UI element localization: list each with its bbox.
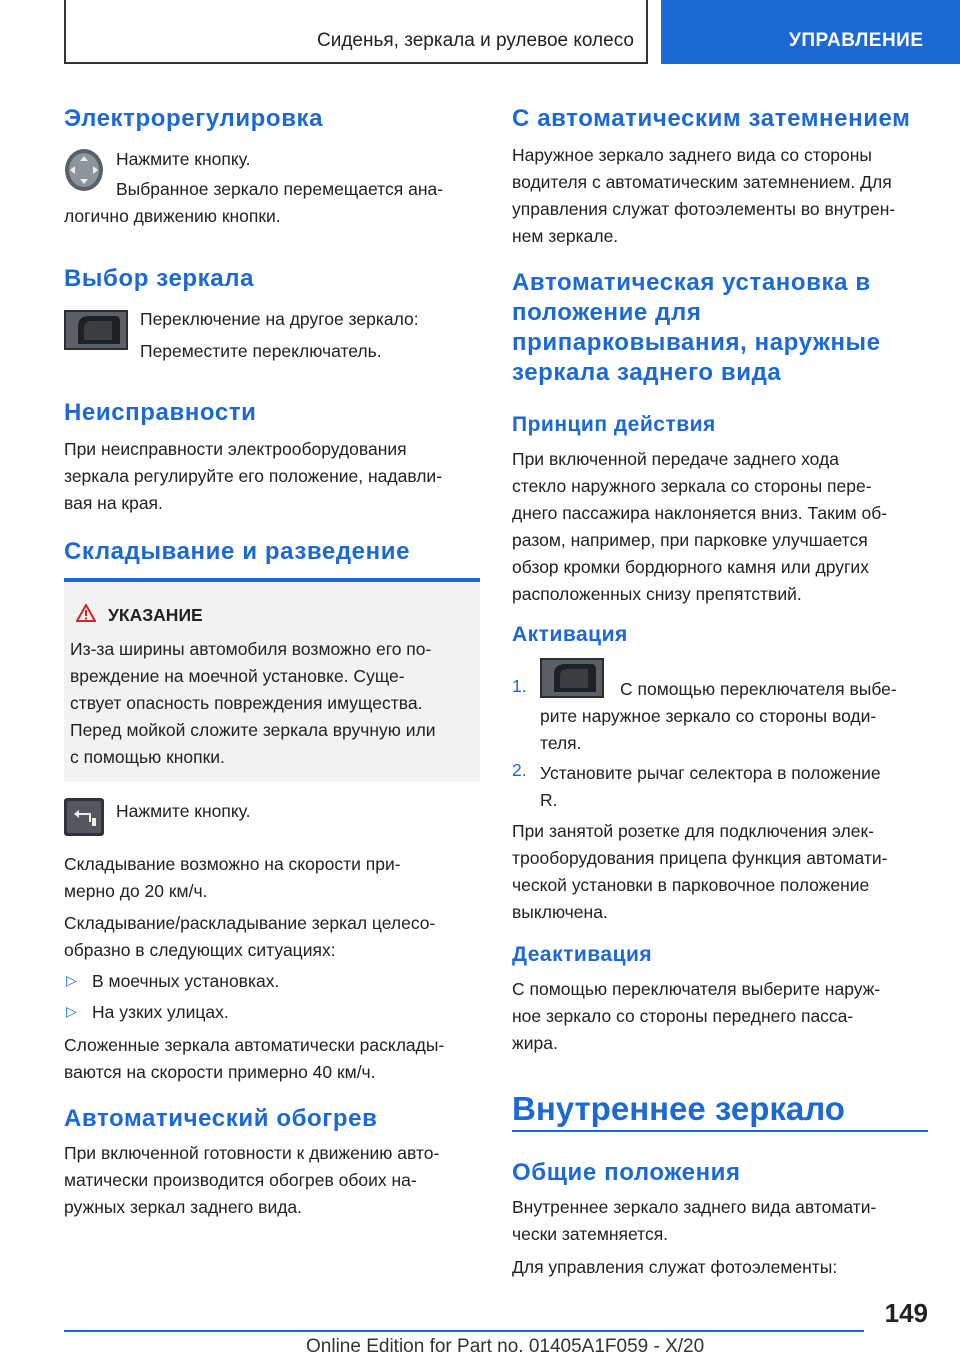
footer-edition: Online Edition for Part no. 01405A1F059 - X/20 (306, 1336, 705, 1357)
text-deact-3: жира. (512, 1033, 558, 1053)
mirror-adjust-button-icon (64, 148, 104, 192)
text-deact-1: С помощью переключателя выберите наруж- (512, 979, 881, 999)
header-chapter-tab (661, 0, 960, 64)
text-fold-use-2: образно в следующих ситуациях: (64, 940, 336, 960)
text-principle-1: При включенной передаче заднего хода (512, 449, 839, 469)
footer-rule (64, 1330, 864, 1332)
warning-line-5: с помощью кнопки. (70, 747, 225, 767)
warning-triangle-icon (76, 604, 96, 622)
step-1-line-b: рите наружное зеркало со стороны води- (540, 706, 877, 726)
warning-label: УКАЗАНИЕ (108, 605, 203, 625)
heading-principle: Принцип действия (512, 413, 716, 436)
heading-mirror-select: Выбор зеркала (64, 265, 255, 292)
text-fold-use-1: Складывание/раскладывание зеркал целесо- (64, 913, 436, 933)
text-fault-line-2: зеркала регулируйте его положение, надавли- (64, 466, 443, 486)
warning-line-1: Из-за ширины автомобиля возможно его по- (70, 639, 432, 659)
bullet-icon: ▷ (66, 1003, 77, 1019)
text-general-2: чески затемняется. (512, 1224, 669, 1244)
warning-line-4: Перед мойкой сложите зеркала вручную или (70, 720, 436, 740)
text-dim-line-2: водителя с автоматическим затемнением. Для (512, 172, 892, 192)
text-dim-line-1: Наружное зеркало заднего вида со стороны (512, 145, 873, 165)
text-mirror-moves-b: логично движению кнопки. (64, 206, 281, 226)
heading-activation: Активация (512, 623, 628, 646)
step-1-line-a: С помощью переключателя выбе- (620, 679, 897, 699)
heading-fold: Складывание и разведение (64, 538, 411, 565)
text-general-1: Внутреннее зеркало заднего вида автомати- (512, 1197, 877, 1217)
text-fold-speed-2: мерно до 20 км/ч. (64, 881, 208, 901)
text-fold-speed-1: Складывание возможно на скорости при- (64, 854, 401, 874)
section-rule (512, 1130, 928, 1132)
heading-parking-tilt-4: зеркала заднего вида (512, 359, 782, 386)
heading-deactivation: Деактивация (512, 943, 653, 966)
header-section-title: Сиденья, зеркала и рулевое колесо (317, 30, 634, 51)
text-dim-line-3: управления служат фотоэлементы во внутрен- (512, 199, 896, 219)
header-section-box (64, 0, 648, 64)
text-press-button: Нажмите кнопку. (116, 149, 251, 169)
heading-electric-adjust: Электрорегулировка (64, 105, 324, 132)
step-1-line-c: теля. (540, 733, 582, 753)
text-heat-line-1: При включенной готовности к движению авто- (64, 1143, 440, 1163)
text-trailer-1: При занятой розетке для подключения элек- (512, 821, 874, 841)
text-switch-mirror: Переключение на другое зеркало: (140, 309, 419, 329)
text-trailer-3: ческой установки в парковочное положение (512, 875, 870, 895)
text-fault-line-3: вая на края. (64, 493, 163, 513)
warning-box (64, 582, 480, 782)
text-mirror-moves-a: Выбранное зеркало перемещается ана- (116, 179, 444, 199)
text-principle-3: днего пассажира наклоняется вниз. Таким об- (512, 503, 888, 523)
heading-parking-tilt-3: припарковывания, наружные (512, 329, 881, 356)
heading-parking-tilt-2: положение для (512, 299, 702, 326)
text-trailer-2: трооборудования прицепа функция автомати- (512, 848, 888, 868)
heading-faults: Неисправности (64, 399, 257, 426)
heading-auto-heating: Автоматический обогрев (64, 1105, 378, 1132)
text-heat-line-2: матически производится обогрев обоих на- (64, 1170, 417, 1190)
mirror-selector-switch-icon (540, 658, 604, 698)
text-principle-5: обзор кромки бордюрного камня или других (512, 557, 869, 577)
heading-inner-mirror: Внутреннее зеркало (512, 1090, 845, 1127)
text-dim-line-4: нем зеркале. (512, 226, 619, 246)
heading-auto-dimming: С автоматическим затемнением (512, 105, 911, 132)
text-fault-line-1: При неисправности электрооборудования (64, 439, 407, 459)
text-principle-6: расположенных снизу препятствий. (512, 584, 802, 604)
step-2-line-b: R. (540, 790, 558, 810)
text-deact-2: ное зеркало со стороны переднего пасса- (512, 1006, 854, 1026)
text-auto-unfold-1: Сложенные зеркала автоматически расклады- (64, 1035, 445, 1055)
text-heat-line-3: ружных зеркал заднего вида. (64, 1197, 303, 1217)
header-chapter-title: УПРАВЛЕНИЕ (789, 30, 924, 51)
warning-line-3: ствует опасность повреждения имущества. (70, 693, 423, 713)
heading-parking-tilt-1: Автоматическая установка в (512, 269, 871, 296)
page-number: 149 (884, 1298, 928, 1328)
text-auto-unfold-2: ваются на скорости примерно 40 км/ч. (64, 1062, 376, 1082)
list-item-narrow-streets: На узких улицах. (92, 1002, 229, 1022)
list-item-car-wash: В моечных установках. (92, 971, 280, 991)
text-general-3: Для управления служат фотоэлементы: (512, 1257, 838, 1277)
text-fold-press-button: Нажмите кнопку. (116, 801, 251, 821)
text-principle-2: стекло наружного зеркала со стороны пере- (512, 476, 872, 496)
step-2-line-a: Установите рычаг селектора в положение (540, 763, 881, 783)
heading-general: Общие положения (512, 1159, 741, 1186)
mirror-selector-switch-icon (64, 310, 128, 350)
text-trailer-4: выключена. (512, 902, 608, 922)
text-principle-4: разом, например, при парковке улучшается (512, 530, 868, 550)
text-move-switch: Переместите переключатель. (140, 341, 382, 361)
bullet-icon: ▷ (66, 972, 77, 988)
step-number-1: 1. (512, 676, 527, 696)
fold-mirror-button-icon (64, 798, 104, 836)
step-number-2: 2. (512, 760, 527, 780)
warning-line-2: вреждение на моечной установке. Суще- (70, 666, 405, 686)
